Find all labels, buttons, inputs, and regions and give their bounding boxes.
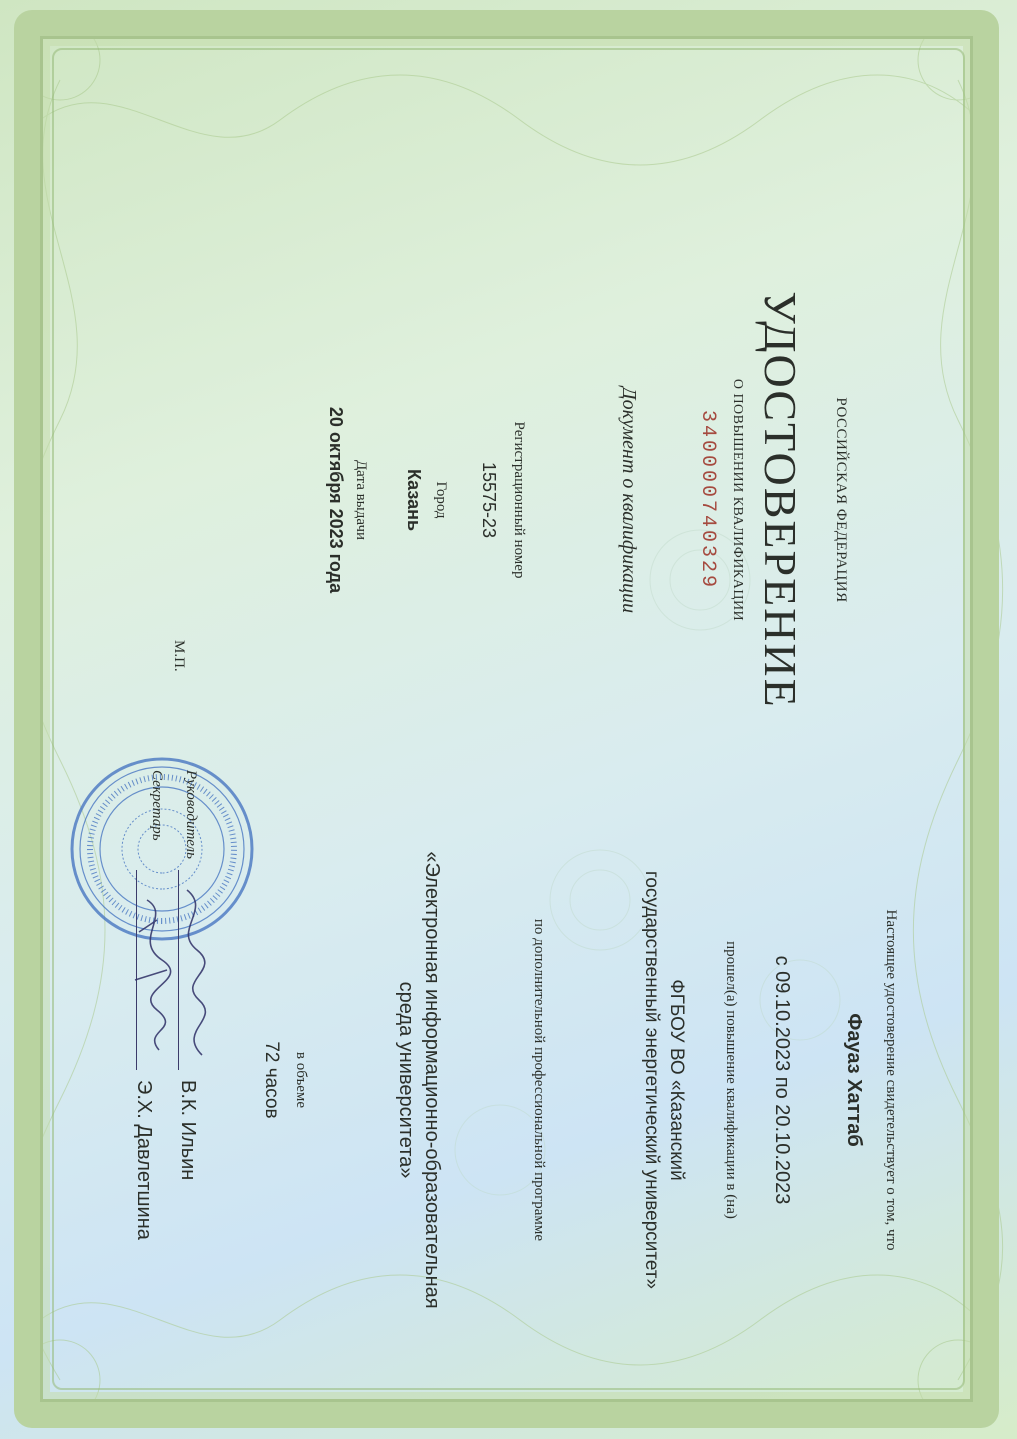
document-kind: Документ о квалификации — [618, 386, 640, 614]
city-value: Казань — [404, 468, 424, 532]
program-label: по дополнительной профессиональной программе — [531, 918, 547, 1242]
secretary-role-label: Секретарь — [149, 770, 165, 841]
intro-text: Настоящее удостоверение свидетельствует о том, что — [883, 909, 899, 1251]
program-line-1: «Электронная информационно-образовательная — [421, 851, 443, 1309]
organization-line-2: государственный энергетический университет» — [641, 870, 662, 1290]
handwritten-signatures — [127, 880, 217, 1090]
country-heading: РОССИЙСКАЯ ФЕДЕРАЦИЯ — [833, 397, 849, 603]
certificate-subtitle: О ПОВЫШЕНИИ КВАЛИФИКАЦИИ — [730, 378, 745, 622]
city-label: Город — [433, 481, 449, 519]
registration-number: 15575-23 — [479, 461, 499, 539]
training-period: с 09.10.2023 по 20.10.2023 — [771, 955, 793, 1205]
secretary-name: Э.Х. Давлетшина — [133, 1080, 155, 1240]
passed-text: прошел(а) повышение квалификации в (на) — [723, 941, 739, 1219]
serial-number: 340000740329 — [696, 409, 719, 591]
volume-label: в объеме — [293, 1051, 309, 1109]
organization-line-1: ФГБОУ ВО «Казанский — [666, 979, 687, 1181]
volume-value: 72 часов — [261, 1041, 282, 1119]
registration-label: Регистрационный номер — [511, 421, 527, 579]
program-line-2: среда университета» — [395, 981, 417, 1179]
issue-date-value: 20 октября 2023 года — [326, 406, 346, 594]
stamp-place-label: М.П. — [171, 640, 187, 672]
holder-name: Фауаз Хаттаб — [843, 1013, 865, 1147]
head-name: В.К. Ильин — [177, 1080, 199, 1181]
issue-date-label: Дата выдачи — [353, 459, 369, 541]
head-role-label: Руководитель — [183, 770, 199, 859]
certificate-title: УДОСТОВЕРЕНИЕ — [755, 291, 806, 709]
